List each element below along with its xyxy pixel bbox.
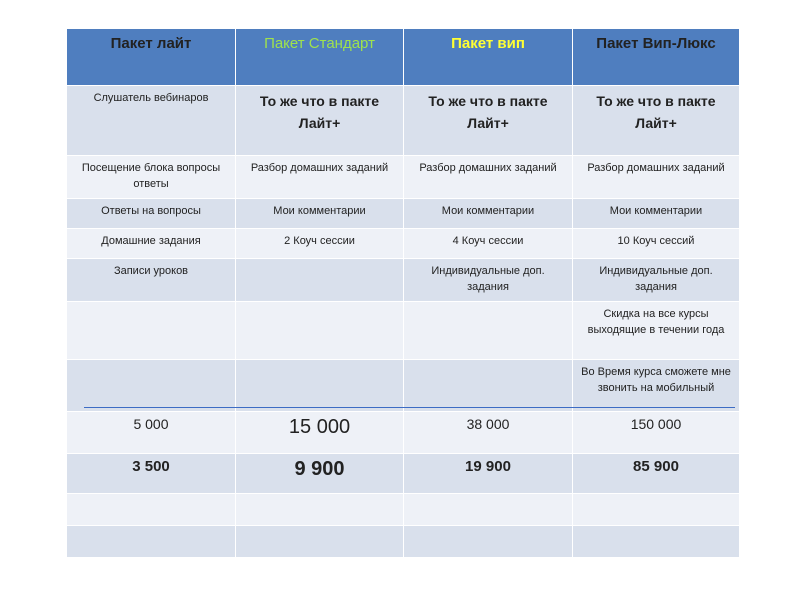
empty-cell	[404, 494, 573, 526]
discount-price-cell: 9 900	[236, 454, 404, 494]
feature-cell	[236, 259, 404, 302]
empty-cell	[573, 526, 740, 558]
feature-cell	[236, 360, 404, 412]
header-standard: Пакет Стандарт	[236, 29, 404, 86]
feature-cell: Разбор домашних заданий	[404, 156, 573, 199]
feature-cell: 10 Коуч сессий	[573, 229, 740, 259]
table-row	[67, 156, 740, 199]
price-cell: 5 000	[67, 412, 236, 454]
divider-line	[84, 407, 735, 408]
empty-cell	[404, 526, 573, 558]
feature-cell	[67, 302, 236, 360]
price-row	[67, 412, 740, 454]
table-row	[67, 199, 740, 229]
feature-cell: Разбор домашних заданий	[236, 156, 404, 199]
feature-cell: То же что в пакте Лайт+	[573, 86, 740, 156]
feature-cell: Мои комментарии	[236, 199, 404, 229]
price-cell: 150 000	[573, 412, 740, 454]
discount-price-cell: 19 900	[404, 454, 573, 494]
feature-cell: То же что в пакте Лайт+	[404, 86, 573, 156]
price-cell: 38 000	[404, 412, 573, 454]
header-vip: Пакет вип	[404, 29, 573, 86]
feature-cell: Домашние задания	[67, 229, 236, 259]
pricing-table	[66, 28, 740, 558]
feature-cell: Разбор домашних заданий	[573, 156, 740, 199]
header-lite: Пакет лайт	[67, 29, 236, 86]
empty-cell	[67, 526, 236, 558]
feature-cell	[67, 360, 236, 412]
feature-cell	[404, 360, 573, 412]
table-row	[67, 302, 740, 360]
feature-cell: Индивидуальные доп. задания	[573, 259, 740, 302]
feature-cell: Посещение блока вопросы ответы	[67, 156, 236, 199]
table-row	[67, 86, 740, 156]
empty-cell	[236, 494, 404, 526]
discount-price-cell: 3 500	[67, 454, 236, 494]
feature-cell: Во Время курса сможете мне звонить на мобильный	[573, 360, 740, 412]
feature-cell	[236, 302, 404, 360]
feature-cell: Мои комментарии	[573, 199, 740, 229]
header-row	[67, 29, 740, 86]
feature-cell: 2 Коуч сессии	[236, 229, 404, 259]
feature-cell: Скидка на все курсы выходящие в течении года	[573, 302, 740, 360]
empty-cell	[67, 494, 236, 526]
table-row	[67, 229, 740, 259]
feature-cell: 4 Коуч сессии	[404, 229, 573, 259]
empty-cell	[236, 526, 404, 558]
feature-cell: То же что в пакте Лайт+	[236, 86, 404, 156]
feature-cell: Ответы на вопросы	[67, 199, 236, 229]
price-cell: 15 000	[236, 412, 404, 454]
empty-row	[67, 526, 740, 558]
empty-cell	[573, 494, 740, 526]
feature-cell: Мои комментарии	[404, 199, 573, 229]
discount-price-cell: 85 900	[573, 454, 740, 494]
feature-cell	[404, 302, 573, 360]
empty-row	[67, 494, 740, 526]
feature-cell: Слушатель вебинаров	[67, 86, 236, 156]
discount-price-row	[67, 454, 740, 494]
table-row	[67, 360, 740, 412]
table-row	[67, 259, 740, 302]
feature-cell: Индивидуальные доп. задания	[404, 259, 573, 302]
feature-cell: Записи уроков	[67, 259, 236, 302]
header-vip-lux: Пакет Вип-Люкс	[573, 29, 740, 86]
